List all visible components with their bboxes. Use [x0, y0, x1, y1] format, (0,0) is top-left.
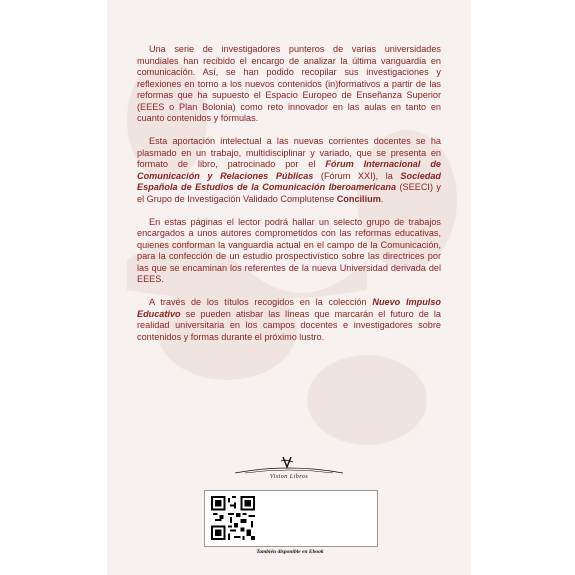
publisher-name: Vision Libros [269, 474, 309, 480]
collection-name: Nuevo Impulso Educativo [137, 297, 441, 319]
p2-text-a: Esta aportación intelectual a las nuevas corrientes docentes se ha plasmado en un trabajo, multidisciplinar y variado, que se presenta en formato de libro, patrocinado por el [137, 136, 441, 169]
publisher-logo [231, 455, 347, 487]
qr-code-icon [211, 496, 255, 540]
paragraph-3: En estas páginas el lector podrá hallar un selecto grupo de trabajos encargados a unos autores comprometidos con las reformas educativas, quienes conforman la vanguardia actual en el campo de la Comunicación, para la confección de un estudio prospectivístico sobre las directrices por las que se encaminan los referentes de la nueva Universidad derivada del EEES. [137, 216, 441, 284]
ebook-availability-note: También disponible en Ebook [256, 549, 324, 555]
p4-text-a: A través de los títulos recogidos en la colección [149, 297, 373, 307]
p2-text-e: (SEECI) y el Grupo de Investigación Validado Complutense [137, 182, 441, 204]
paragraph-4 [137, 297, 441, 343]
synopsis-text [137, 44, 441, 355]
back-cover [107, 0, 471, 575]
paragraph-2 [137, 136, 441, 205]
forum-name: Fórum Internacional de Comunicación y Relaciones Públicas [137, 159, 441, 181]
p2-text-g: . [380, 193, 384, 204]
p4-text-c: se pueden atisbar las líneas que marcarán el futuro de la realidad universitaria en los campos docentes e investigadores sobre contenidos y formas durante el próximo lustro. [137, 308, 441, 342]
seeci-name: Sociedad Española de Estudios de la Comunicación Iberoamericana [137, 170, 441, 192]
paragraph-1: Una serie de investigadores punteros de varias universidades mundiales han recibido el encargo de analizar la última vanguardia en comunicación. Así, se han podido recopilar sus investigaciones y reflexiones en torno a los nuevos contenidos (in)formativos a partir de las reformas que ha supuesto el Espacio Europeo de Enseñanza Superior (EEES o Plan Bolonia) como reto innovador en las aulas en tanto en cuanto contenidos y fórmulas. [137, 44, 441, 123]
concilium-name: Concilium [336, 193, 381, 204]
barcode-box [204, 490, 378, 547]
p2-text-c: (Fórum XXI), la [313, 170, 401, 181]
